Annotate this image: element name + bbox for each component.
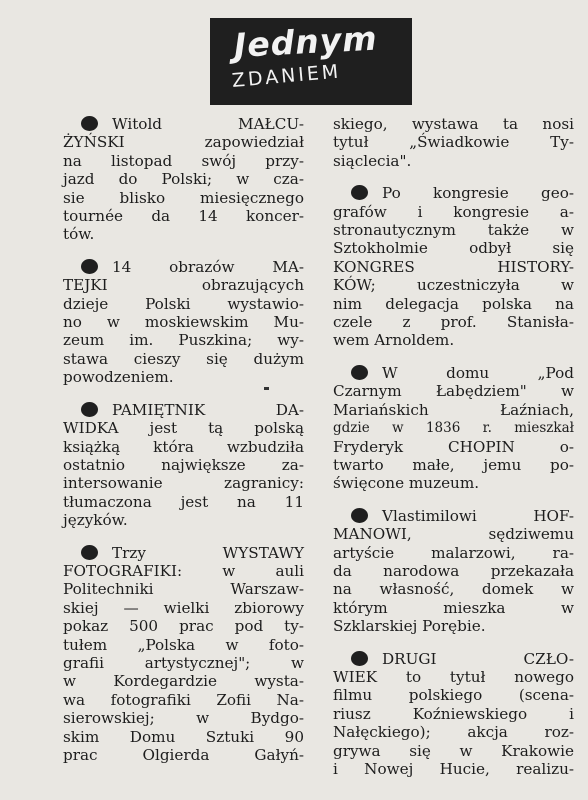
news-line: ŻYŃSKI zapowiedział	[63, 133, 304, 152]
news-line: gdzie w 1836 r. mieszkał	[333, 420, 574, 437]
news-item-malcuzynski	[63, 115, 304, 244]
news-line: DRUGI CZŁO-	[382, 649, 574, 668]
news-line: twarto małe, jemu po-	[333, 455, 574, 474]
news-line: książką która wzbudziła	[63, 437, 304, 456]
header-title-script: Jednym	[232, 18, 379, 65]
bullet-icon	[351, 508, 368, 523]
section-header	[210, 18, 412, 105]
bullet-icon	[351, 651, 368, 666]
news-line: języków.	[63, 511, 128, 530]
news-line: tytuł „Świadkowie Ty-	[333, 133, 574, 152]
bullet-icon	[351, 185, 368, 200]
news-line: w Kordegardzie wysta-	[63, 672, 304, 691]
news-line: ostatnio największe za-	[63, 455, 304, 474]
news-line: sierowskiej; w Bydgo-	[63, 709, 304, 728]
news-line: na listopad swój przy-	[63, 151, 304, 170]
news-item-matejko	[63, 258, 304, 387]
news-line: filmu polskiego (scena-	[333, 686, 574, 705]
news-line: Vlastimilowi HOF-	[382, 506, 574, 525]
left-column	[63, 115, 304, 778]
news-line: jazd do Polski; w cza-	[63, 170, 304, 189]
news-line: 14 obrazów MA-	[112, 257, 304, 276]
news-line: powodzeniem.	[63, 368, 174, 387]
news-line: zeum im. Puszkina; wy-	[63, 331, 304, 350]
news-line: Fryderyk CHOPIN o-	[333, 437, 574, 456]
header-title-caps: ZDANIEM	[231, 60, 343, 92]
news-line: artyście malarzowi, ra-	[333, 543, 574, 562]
news-line: tułem „Polska w foto-	[63, 635, 304, 654]
bullet-icon	[351, 365, 368, 380]
news-line: skim Domu Sztuki 90	[63, 727, 304, 746]
news-line: grywa się w Krakowie	[333, 741, 574, 760]
news-item-hofman	[333, 507, 574, 636]
news-line: Politechniki Warszaw-	[63, 580, 304, 599]
news-line: PAMIĘTNIK DA-	[112, 400, 304, 419]
news-line: W domu „Pod	[382, 363, 574, 382]
news-line: pokaz 500 prac pod ty-	[63, 617, 304, 636]
news-line: tournée da 14 koncer-	[63, 207, 304, 226]
news-line: no w moskiewskim Mu-	[63, 313, 304, 332]
news-line: Nałęckiego); akcja roz-	[333, 723, 574, 742]
news-line: tów.	[63, 225, 95, 244]
news-line: skiego, wystawa ta nosi	[333, 115, 574, 133]
news-line: FOTOGRAFIKI: w auli	[63, 561, 304, 580]
news-line: WIEK to tytuł nowego	[333, 667, 574, 686]
news-line: Witold MAŁCU-	[112, 115, 304, 133]
news-item-chopin	[333, 364, 574, 493]
news-line: Szklarskiej Porębie.	[333, 617, 486, 636]
news-line: KONGRES HISTORY-	[333, 257, 574, 276]
news-item-pamietnik	[63, 401, 304, 530]
news-item-drugi-czlowiek	[333, 650, 574, 779]
news-line: KÓW; uczestniczyła w	[333, 276, 574, 295]
news-line: Czarnym Łabędziem" w	[333, 382, 574, 401]
print-speck	[264, 387, 269, 390]
news-line: Trzy WYSTAWY	[112, 543, 304, 562]
news-line: sie blisko miesięcznego	[63, 188, 304, 207]
news-line: czele z prof. Stanisła-	[333, 313, 574, 332]
bullet-icon	[81, 402, 98, 417]
news-line: Mariańskich Łaźniach,	[333, 400, 574, 419]
news-line: riusz Koźniewskiego i	[333, 704, 574, 723]
news-line: dzieje Polski wystawio-	[63, 294, 304, 313]
news-line: grafów i kongresie a-	[333, 202, 574, 221]
news-line: siąclecia".	[333, 151, 412, 170]
right-column	[333, 115, 574, 792]
bullet-icon	[81, 259, 98, 274]
news-line: intersowanie zagranicy:	[63, 474, 304, 493]
news-line: i Nowej Hucie, realizu-	[333, 760, 574, 778]
news-line: którym mieszka w	[333, 598, 574, 617]
news-line: Sztokholmie odbył się	[333, 239, 574, 258]
bullet-icon	[81, 545, 98, 560]
news-line: TEJKI obrazujących	[63, 276, 304, 295]
news-item-fotografika	[63, 544, 304, 765]
news-line: tłumaczona jest na 11	[63, 492, 304, 511]
news-line: grafii artystycznej"; w	[63, 653, 304, 672]
news-item-fotografika-continued	[333, 115, 574, 170]
news-line: święcone muzeum.	[333, 474, 480, 493]
news-line: wa fotografiki Zofii Na-	[63, 690, 304, 709]
news-line: WIDKA jest tą polską	[63, 419, 304, 438]
news-line: na własność, domek w	[333, 580, 574, 599]
news-line: skiej — wielki zbiorowy	[63, 598, 304, 617]
news-line: MANOWI, sędziwemu	[333, 525, 574, 544]
news-line: da narodowa przekazała	[333, 561, 574, 580]
news-line: stronautycznym także w	[333, 221, 574, 240]
news-line: Po kongresie geo-	[382, 184, 574, 203]
news-line: nim delegacja polska na	[333, 294, 574, 313]
news-line: prac Olgierda Gałyń-	[63, 746, 304, 764]
news-line: wem Arnoldem.	[333, 331, 455, 350]
news-line: stawa cieszy się dużym	[63, 349, 304, 368]
news-item-kongres	[333, 184, 574, 350]
bullet-icon	[81, 116, 98, 131]
